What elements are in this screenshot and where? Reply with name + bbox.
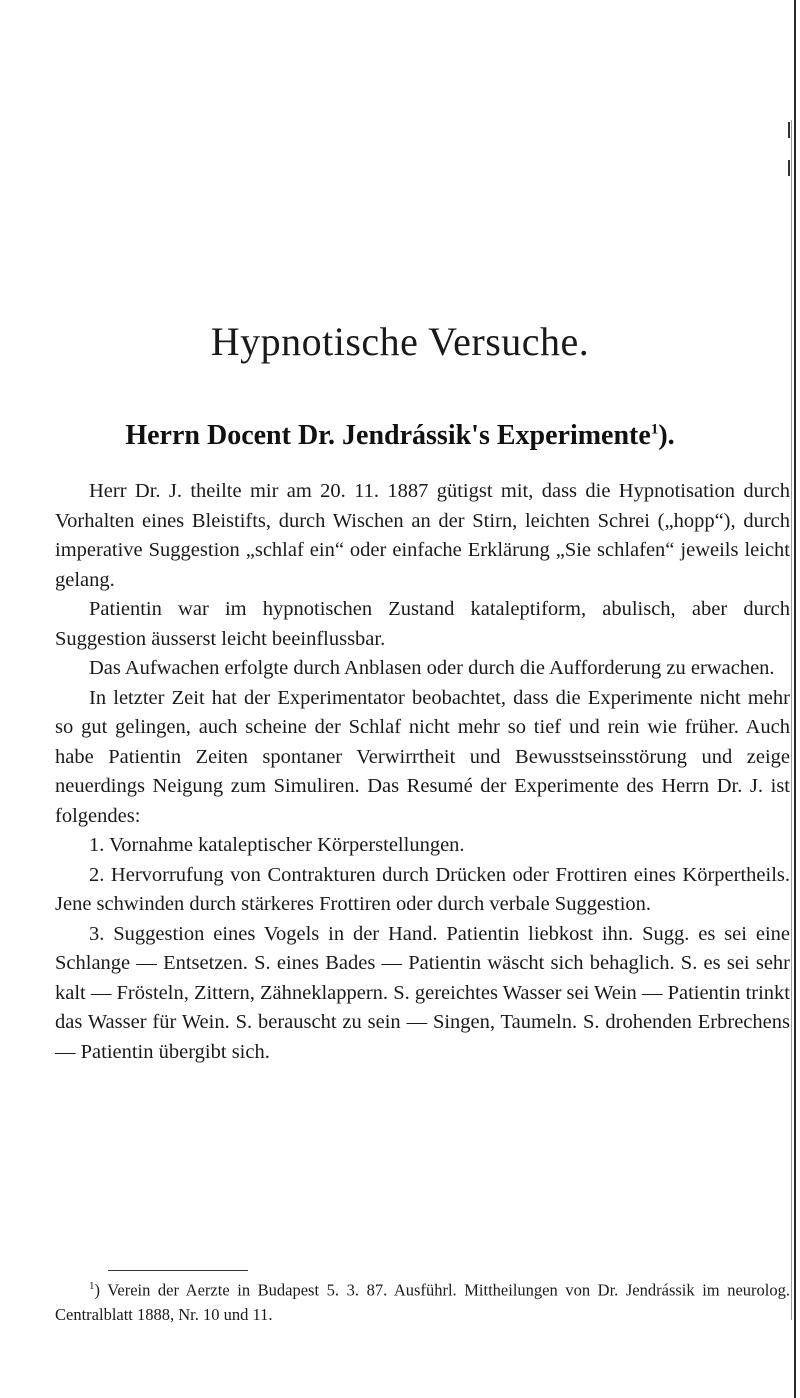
list-item: 1. Vornahme kataleptischer Körperstellungen. [89, 834, 465, 856]
edge-mark [788, 122, 790, 138]
list-item: 3. Suggestion eines Vogels in der Hand. Patientin liebkost ihn. Sugg. es sei eine Schlange — Entsetzen. S. eines Bades — Patientin wäscht sich behaglich. S. es sei sehr kalt — Frösteln, Zittern, Zähneklappern. S. gereichtes Wasser sei Wein — Patientin trinkt das Wasser für Wein. S. berauscht zu sein — Singen, Taumeln. S. drohenden Erbrechens — Patientin übergibt sich. [55, 922, 790, 1063]
section-heading-text: Herrn Docent Dr. Jendrássik's Experimente [125, 420, 651, 451]
paragraph: Herr Dr. J. theilte mir am 20. 11. 1887 gütigst mit, dass die Hypnotisation durch Vorhalten eines Bleistifts, durch Wischen an der Stirn, leichten Schrei („hopp“), durch imperative Suggestion „schlaf ein“ oder einfache Erklärung „Sie schlafen“ jeweils leicht gelang. [55, 480, 790, 591]
footnote-text: ) Verein der Aerzte in Budapest 5. 3. 87. Ausführl. Mittheilungen von Dr. Jendrássik im neurolog. Centralblatt 1888, Nr. 10 und 11. [55, 1280, 790, 1324]
page-edge-shadow [791, 120, 792, 1320]
footnote-number: 1 [89, 1280, 95, 1292]
body-text [55, 477, 790, 1067]
footnote-marker: 1 [650, 421, 659, 438]
paragraph: In letzter Zeit hat der Experimentator beobachtet, dass die Experimente nicht mehr so gut gelingen, auch scheine der Schlaf nicht mehr so tief und rein wie früher. Auch habe Patientin Zeiten spontaner Verwirrtheit und Bewusstseinsstörung und zeige neuerdings Neigung zum Simuliren. Das Resumé der Experimente des Herrn Dr. J. ist folgendes: [55, 686, 790, 827]
section-heading-closing: ). [658, 420, 675, 451]
footnote [55, 1274, 790, 1327]
page-edge-line [794, 0, 796, 1398]
edge-mark [788, 160, 790, 176]
paragraph: Patientin war im hypnotischen Zustand kataleptiform, abulisch, aber durch Suggestion äusserst leicht beeinflussbar. [55, 598, 790, 650]
section-heading [0, 420, 800, 452]
footnote-divider [108, 1270, 248, 1271]
list-item: 2. Hervorrufung von Contrakturen durch Drücken oder Frottiren eines Körpertheils. Jene schwinden durch stärkeres Frottiren oder durch verbale Suggestion. [55, 863, 790, 915]
page-title: Hypnotische Versuche. [210, 319, 590, 364]
paragraph: Das Aufwachen erfolgte durch Anblasen oder durch die Aufforderung zu erwachen. [89, 657, 775, 679]
